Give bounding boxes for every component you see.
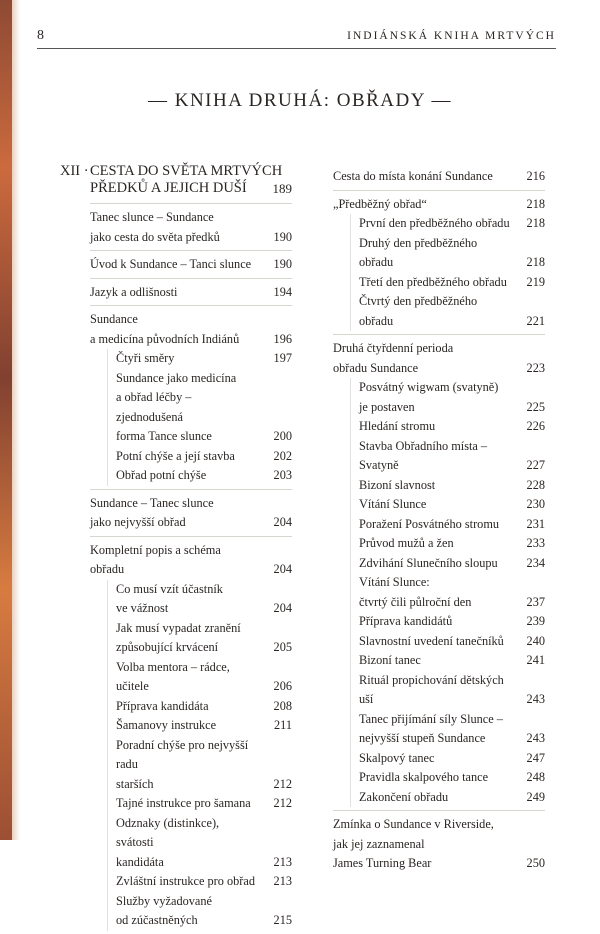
toc-entry[interactable] — [90, 208, 292, 247]
toc-subentry[interactable] — [350, 437, 545, 476]
entry-page-number: 243 — [526, 692, 545, 706]
entry-page-number: 212 — [273, 776, 292, 791]
entry-title: Druhý den předběžného obřadu — [359, 235, 478, 269]
entry-title: Bizoní tanec — [359, 653, 421, 667]
entry-page-number: 213 — [273, 854, 292, 869]
entry-page-number: 205 — [273, 640, 292, 654]
toc-subentry[interactable] — [350, 710, 545, 749]
toc-subentry[interactable] — [107, 447, 292, 467]
entry-title: Průvod mužů a žen — [359, 536, 454, 550]
toc-subentry[interactable] — [350, 612, 545, 632]
toc-subentry[interactable] — [107, 892, 292, 931]
toc-subentry[interactable] — [107, 814, 292, 873]
entry-page-number: 196 — [273, 331, 292, 346]
toc-subentry[interactable] — [350, 214, 545, 234]
toc-subentry[interactable] — [107, 658, 292, 697]
entry-page-number: 221 — [526, 313, 545, 328]
entry-page-number: 237 — [526, 594, 545, 609]
scan-edge-artifact — [0, 0, 12, 840]
entry-title: Poražení Posvátného stromu — [359, 516, 500, 531]
entry-page-number: 239 — [526, 614, 545, 628]
toc-subentry[interactable] — [350, 632, 545, 652]
toc-subentry[interactable] — [107, 619, 292, 658]
scan-edge-shadow — [12, 0, 20, 840]
toc-entry[interactable] — [90, 283, 292, 303]
toc-subentry[interactable] — [350, 573, 545, 612]
entry-title: Zvláštní instrukce pro obřad — [116, 874, 255, 888]
entry-page-number: 211 — [274, 718, 292, 732]
entry-page-number: 219 — [526, 274, 545, 289]
toc-subentry[interactable] — [107, 697, 292, 717]
entry-title: Volba mentora – rádce, učitele — [116, 659, 230, 693]
entry-title: Služby vyžadované od zúčastněných — [116, 893, 212, 927]
entry-page-number: 218 — [526, 255, 545, 269]
toc-subentry[interactable] — [350, 534, 545, 554]
entry-title: Odznaky (distinkce), svátosti kandidáta — [116, 815, 220, 869]
entry-title: Stavba Obřadního místa – Svatyně — [359, 438, 488, 472]
entry-page-number: 241 — [526, 653, 545, 667]
entry-page-number: 212 — [273, 796, 292, 810]
entry-page-number: 243 — [526, 731, 545, 745]
toc-subentry[interactable] — [350, 476, 545, 496]
entry-title: Příprava kandidáta — [116, 698, 209, 713]
toc-subentry[interactable] — [350, 417, 545, 437]
entry-page-number: 250 — [526, 856, 545, 870]
entry-page-number: 208 — [273, 698, 292, 713]
entry-page-number: 190 — [273, 229, 292, 244]
toc-group — [90, 536, 292, 934]
toc-group — [333, 163, 545, 190]
chapter-title: CESTA DO SVĚTA MRTVÝCH PŘEDKŮ A JEJICH DUŠÍ — [90, 163, 283, 196]
header-rule — [37, 48, 556, 49]
entry-title: Skalpový tanec — [359, 750, 435, 765]
toc-subentry[interactable] — [107, 872, 292, 892]
entry-title: Poradní chýše pro nejvyšší radu starších — [116, 737, 249, 791]
entry-title: Tanec slunce – Sundance jako cesta do světa předků — [90, 210, 220, 244]
toc-entry[interactable] — [90, 310, 292, 349]
toc-entry[interactable] — [333, 195, 545, 215]
entry-page-number: 197 — [273, 351, 292, 365]
entry-title: „Předběžný obřad“ — [333, 196, 427, 211]
entry-title: Sundance – Tanec slunce jako nejvyšší obřad — [90, 495, 214, 529]
entry-page-number: 213 — [273, 874, 292, 888]
toc-group — [90, 489, 292, 536]
entry-title: Cesta do místa konání Sundance — [333, 169, 493, 183]
toc-subentry[interactable] — [107, 466, 292, 486]
toc-column-right — [333, 163, 545, 877]
entry-title: Slavnostní uvedení tanečníků — [359, 633, 504, 648]
toc-subentry[interactable] — [107, 580, 292, 619]
toc-group — [90, 203, 292, 250]
entry-title: Bizoní slavnost — [359, 477, 436, 492]
entry-page-number: 249 — [526, 789, 545, 804]
toc-group — [90, 305, 292, 489]
toc-entry[interactable] — [333, 339, 545, 378]
toc-group — [333, 334, 545, 810]
toc-subentry[interactable] — [350, 292, 545, 331]
toc-subentry[interactable] — [350, 378, 545, 417]
toc-subentry[interactable] — [350, 515, 545, 535]
entry-title: První den předběžného obřadu — [359, 216, 510, 230]
entry-title: Zdvihání Slunečního sloupu — [359, 555, 498, 570]
entry-page-number: 230 — [526, 497, 545, 511]
entry-title: Úvod k Sundance – Tanci slunce — [90, 257, 252, 271]
entry-title: Co musí vzít účastník ve vážnost — [116, 581, 223, 615]
entry-page-number: 247 — [526, 750, 545, 765]
entry-title: Potní chýše a její stavba — [116, 448, 235, 463]
toc-subentry[interactable] — [350, 768, 545, 788]
entry-page-number: 215 — [273, 913, 292, 927]
entry-page-number: 194 — [273, 284, 292, 299]
toc-subentry[interactable] — [107, 794, 292, 814]
entry-page-number: 204 — [273, 515, 292, 529]
entry-title: Rituál propichování dětských uší — [359, 672, 504, 706]
entry-page-number: 228 — [526, 477, 545, 492]
entry-title: Jak musí vypadat zranění způsobující krvácení — [116, 620, 241, 654]
toc-subentry[interactable] — [107, 716, 292, 736]
toc-group — [90, 278, 292, 306]
entry-title: Vítání Slunce — [359, 497, 427, 511]
toc-group — [333, 190, 545, 335]
toc-group — [90, 250, 292, 278]
entry-page-number: 226 — [526, 419, 545, 433]
entry-title: Čtyři směry — [116, 351, 175, 365]
entry-title: Sundance a medicína původních Indiánů — [90, 312, 240, 346]
toc-entry[interactable] — [333, 815, 545, 874]
toc-subentry[interactable] — [107, 369, 292, 447]
entry-page-number: 225 — [526, 399, 545, 414]
entry-title: Tanec přijímání síly Slunce – nejvyšší stupeň Sundance — [359, 711, 503, 745]
entry-page-number: 216 — [526, 169, 545, 183]
entry-title: Jazyk a odlišnosti — [90, 284, 178, 299]
entry-page-number: 203 — [273, 468, 292, 482]
entry-title: Posvátný wigwam (svatyně) je postaven — [359, 380, 499, 414]
toc-group — [333, 810, 545, 877]
toc-subentry[interactable] — [107, 349, 292, 369]
toc-entry[interactable] — [90, 541, 292, 580]
entry-title: Kompletní popis a schéma obřadu — [90, 542, 221, 576]
entry-page-number: 234 — [526, 555, 545, 570]
entry-page-number: 233 — [526, 536, 545, 550]
toc-subentry[interactable] — [350, 273, 545, 293]
running-title: INDIÁNSKÁ KNIHA MRTVÝCH — [347, 30, 556, 42]
entry-title: Zakončení obřadu — [359, 789, 449, 804]
entry-title: Pravidla skalpového tance — [359, 770, 489, 784]
entry-page-number: 218 — [526, 196, 545, 211]
toc-column-left — [60, 163, 292, 934]
toc-entry[interactable] — [90, 494, 292, 533]
entry-page-number: 190 — [273, 257, 292, 271]
chapter-number: XII · — [60, 163, 89, 179]
toc-subentry[interactable] — [350, 651, 545, 671]
toc-subentry[interactable] — [350, 554, 545, 574]
entry-page-number: 248 — [526, 770, 545, 784]
entry-title: Příprava kandidátů — [359, 614, 453, 628]
toc-subentry[interactable] — [350, 671, 545, 710]
toc-subentry[interactable] — [350, 495, 545, 515]
entry-page-number: 204 — [273, 562, 292, 576]
entry-page-number: 204 — [273, 601, 292, 615]
entry-title: Třetí den předběžného obřadu — [359, 274, 507, 289]
toc-subentry[interactable] — [107, 736, 292, 795]
toc-subentry[interactable] — [350, 749, 545, 769]
book-part-title: — KNIHA DRUHÁ: OBŘADY — — [147, 90, 453, 111]
entry-title: Vítání Slunce: čtvrtý čili půlroční den — [359, 575, 472, 609]
entry-title: Zmínka o Sundance v Riverside, jak jej zaznamenal James Turning Bear — [333, 817, 494, 870]
entry-page-number: 202 — [273, 448, 292, 463]
entry-page-number: 200 — [273, 429, 292, 443]
chapter-heading — [60, 163, 292, 197]
entry-title: Obřad potní chýše — [116, 468, 207, 482]
toc-subentry[interactable] — [350, 788, 545, 808]
entry-title: Tajné instrukce pro šamana — [116, 796, 251, 810]
entry-page-number: 240 — [526, 633, 545, 648]
entry-page-number: 223 — [526, 360, 545, 375]
entry-title: Čtvrtý den předběžného obřadu — [359, 294, 478, 328]
entry-page-number: 227 — [526, 458, 545, 472]
entry-title: Sundance jako medicína a obřad léčby – zjednodušená forma Tance slunce — [116, 370, 237, 443]
toc-entry[interactable] — [333, 167, 545, 187]
entry-page-number: 231 — [526, 516, 545, 531]
entry-title: Hledání stromu — [359, 419, 436, 433]
entry-title: Druhá čtyřdenní perioda obřadu Sundance — [333, 341, 454, 375]
entry-page-number: 218 — [526, 216, 545, 230]
page-number: 8 — [37, 28, 44, 43]
entry-title: Šamanovy instrukce — [116, 718, 217, 732]
toc-entry[interactable] — [90, 255, 292, 275]
chapter-page: 189 — [272, 181, 292, 196]
toc-subentry[interactable] — [350, 234, 545, 273]
entry-page-number: 206 — [273, 679, 292, 693]
